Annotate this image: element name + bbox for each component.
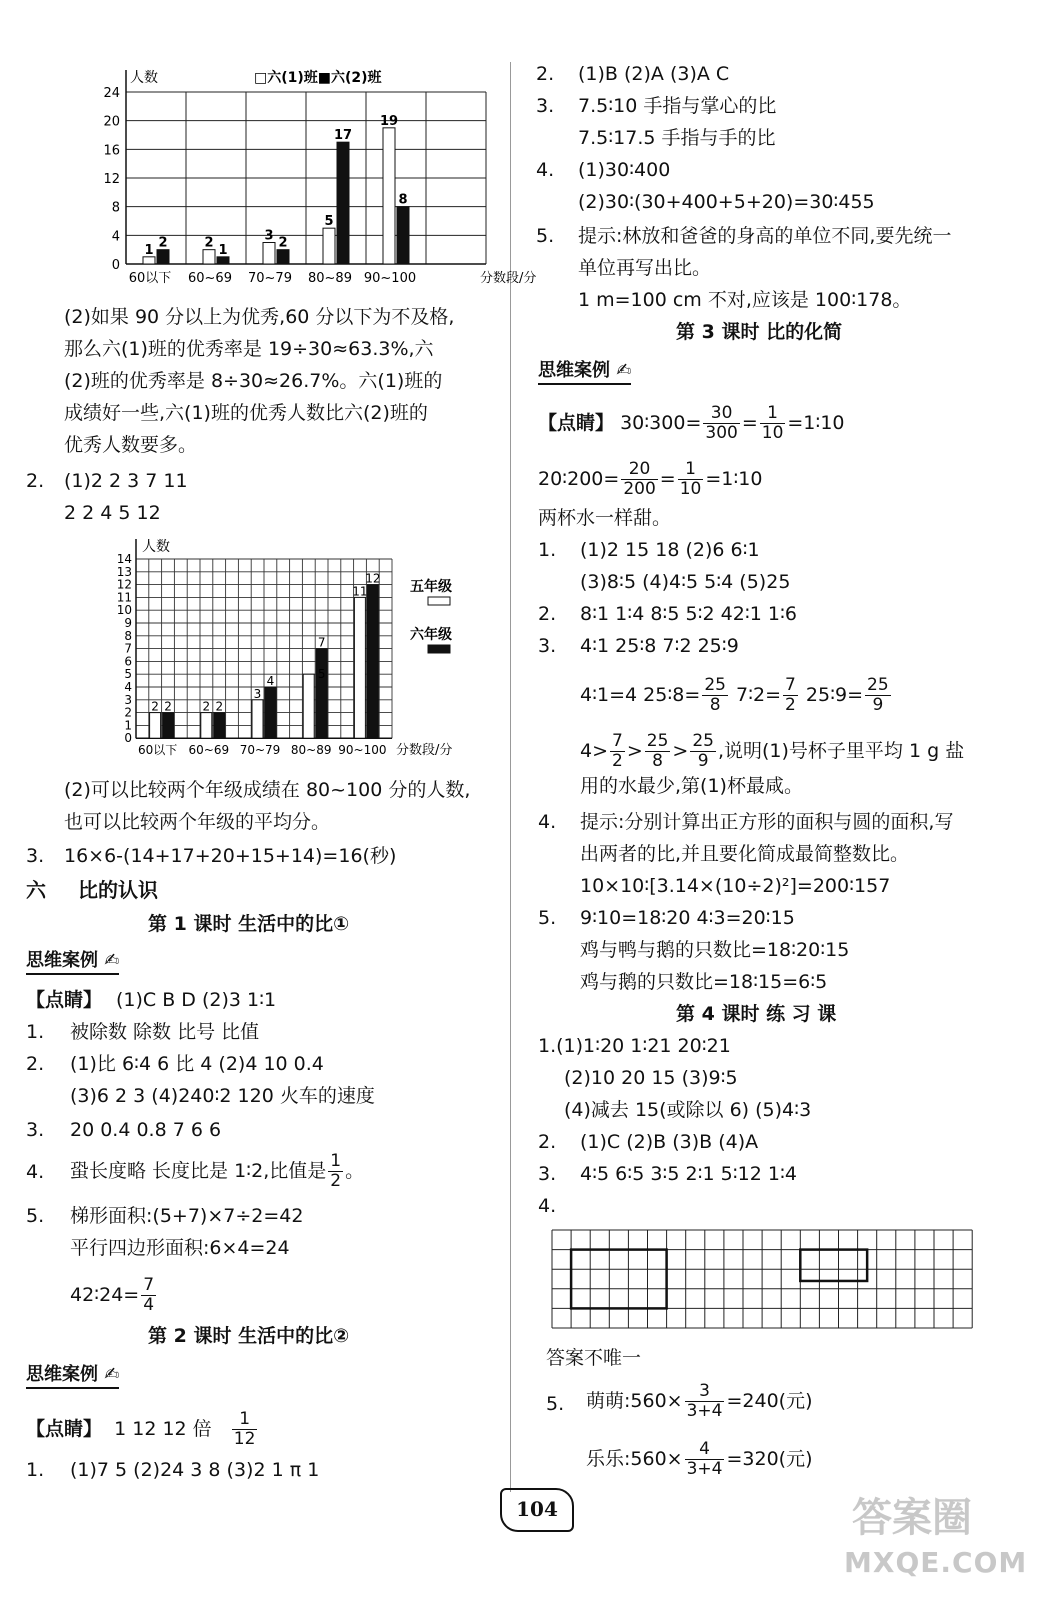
book-icon: ✍	[616, 360, 632, 381]
legend-label-grade5: 五年级	[410, 579, 452, 595]
x-axis-label: 分数段/分	[396, 743, 453, 759]
question-number: 2.	[538, 1131, 557, 1153]
bar-class1	[263, 243, 275, 265]
data-label: 5	[317, 667, 326, 682]
highlight-label: 【点睛】	[26, 989, 103, 1011]
fraction: $\frac{1}{2}$	[330, 1151, 342, 1191]
answer-line: 提示:林放和爸爸的身高的单位不同,要先统一	[578, 225, 952, 247]
x-tick-label: 90~100	[363, 271, 417, 286]
y-tick-label: 4	[124, 680, 132, 694]
answer-line: (3)8∶5 (4)4∶5 5∶4 (5)25	[580, 571, 791, 593]
section-tag: 思维案例 ✍	[26, 1360, 119, 1389]
fraction: $\frac{7}{2}$	[612, 731, 623, 771]
data-label: 2	[204, 235, 214, 251]
lesson-title: 第 1 课时 生活中的比①	[148, 913, 350, 935]
bar-grade6	[265, 687, 276, 738]
bar-grade5	[201, 713, 212, 739]
x-tick-label: 70~79	[239, 743, 281, 758]
para-line: 那么六(1)班的优秀率是 19÷30≈63.3%,六	[64, 338, 434, 360]
fraction: $\frac{1}{10}$	[679, 459, 702, 499]
fraction: $\frac{25}{9}$	[692, 731, 714, 771]
data-label: 1	[144, 242, 154, 258]
answer-line: 10×10∶[3.14×(10÷2)²]=200∶157	[580, 875, 891, 897]
fraction: $\frac{7}{4}$	[143, 1275, 155, 1315]
answer-line: 42∶24= $\frac{7}{4}$	[70, 1275, 155, 1315]
bar-grade6	[367, 585, 378, 739]
answer-line: (4)减去 15(或除以 6) (5)4∶3	[564, 1099, 812, 1121]
x-tick-label: 80~89	[290, 743, 332, 758]
answer-line: 20∶200= $\frac{20}{200}$ = $\frac{1}{10}$ =1∶10	[538, 459, 763, 499]
legend-label-grade6: 六年级	[410, 627, 452, 643]
answer-line: 7.5∶10 手指与掌心的比	[578, 95, 777, 117]
bar-class2	[157, 250, 169, 264]
page-number: 104	[516, 1497, 558, 1521]
data-label: 5	[324, 214, 334, 230]
answer-line: (1)2 15 18 (2)6 6∶1	[580, 539, 760, 561]
data-label: 2	[215, 699, 224, 714]
question-number: 4.	[538, 1195, 557, 1217]
page-number-badge	[500, 1488, 574, 1532]
y-tick-label: 2	[124, 705, 132, 720]
question-number: 3.	[26, 845, 45, 867]
y-tick-label: 7	[124, 641, 132, 656]
x-axis-label: 分数段/分	[480, 271, 537, 286]
answer-line: 【点睛】 30∶300= $\frac{30}{300}$ = $\frac{1}{10}$ =1∶10	[538, 403, 845, 443]
question-number: 2.	[536, 63, 555, 85]
question-number: 3.	[536, 95, 555, 117]
answer-line: (1)7 5 (2)24 3 8 (3)2 1 π 1	[70, 1459, 320, 1481]
fraction: $\frac{1}{10}$	[761, 403, 784, 443]
data-label: 2	[158, 235, 168, 251]
answer-line: (1)B (2)A (3)A C	[578, 63, 730, 85]
para-line: (2)可以比较两个年级成绩在 80~100 分的人数,	[64, 779, 471, 801]
bar-class2	[397, 207, 409, 264]
fraction: $\frac{20}{200}$	[623, 459, 656, 499]
watermark: 答案圈	[852, 1495, 972, 1541]
question-number: 4.	[26, 1161, 45, 1183]
answer-line: 9∶10=18∶20 4∶3=20∶15	[580, 907, 795, 929]
bar-class1	[143, 257, 155, 264]
fraction: $\frac{3}{3+4}$	[686, 1381, 723, 1421]
answer-line: 梯形面积:(5+7)×7÷2=42	[70, 1205, 304, 1227]
y-tick-label: 10	[116, 603, 132, 618]
answer-line: 答案不唯一	[546, 1347, 642, 1369]
book-icon: ✍	[104, 1364, 120, 1385]
para-line: (2)班的优秀率是 8÷30≈26.7%。六(1)班的	[64, 370, 443, 392]
answer-line: 7.5∶17.5 手指与手的比	[578, 127, 776, 149]
bar-grade5	[303, 674, 314, 738]
para-line: 成绩好一些,六(1)班的优秀人数比六(2)班的	[64, 402, 428, 424]
x-tick-label: 70~79	[248, 271, 292, 286]
bar-chart-class-scores	[98, 66, 537, 294]
data-label: 2	[164, 699, 172, 714]
y-tick-label: 3	[124, 692, 132, 707]
y-tick-label: 14	[116, 552, 132, 566]
fraction: $\frac{25}{9}$	[867, 675, 889, 715]
para-line: 也可以比较两个年级的平均分。	[64, 811, 331, 833]
y-tick-label: 1	[124, 718, 132, 733]
data-label: 19	[379, 113, 399, 129]
data-label: 2	[151, 699, 159, 714]
data-label: 2	[202, 699, 211, 714]
x-tick-label: 60~69	[188, 271, 232, 286]
y-tick-label: 4	[111, 229, 120, 245]
question-number: 3.	[538, 1163, 557, 1185]
data-label: 17	[333, 128, 353, 144]
answer-line: 8∶1 1∶4 8∶5 5∶2 42∶1 1∶6	[580, 603, 798, 625]
lesson-title: 第 2 课时 生活中的比②	[148, 1325, 350, 1347]
answer-line: (3)6 2 3 (4)240∶2 120 火车的速度	[70, 1085, 375, 1107]
answer-line: (1)30∶400	[578, 159, 671, 181]
bar-chart-grade-scores	[106, 535, 486, 765]
book-icon: ✍	[104, 950, 120, 971]
x-tick-label: 80~89	[308, 271, 352, 286]
bar-grade5	[252, 700, 263, 738]
x-tick-label: 60~69	[188, 743, 230, 758]
answer-line: (2)30∶(30+400+5+20)=30∶455	[578, 191, 875, 213]
answer-line: 乐乐:560× $\frac{4}{3+4}$ =320(元)	[586, 1439, 813, 1479]
x-tick-label: 60以下	[137, 743, 178, 758]
bar-grade5	[354, 597, 365, 738]
y-tick-label: 0	[124, 731, 132, 746]
question-number: 5.	[538, 907, 557, 929]
y-tick-label: 12	[116, 577, 132, 592]
legend-swatch-grade5	[428, 597, 450, 605]
data-label: 7	[317, 635, 326, 650]
answer-line: 鸡与鹅的只数比=18∶15=6∶5	[580, 971, 828, 993]
y-tick-label: 5	[124, 667, 132, 682]
answer-line: 4> $\frac{7}{2}$ > $\frac{25}{8}$ > $\frac{25}{9}$ ,说明(1)号杯子里平均 1 g 盐	[580, 731, 965, 771]
y-tick-label: 12	[103, 172, 120, 187]
y-tick-label: 6	[124, 654, 132, 669]
bar-grade6	[163, 713, 174, 739]
answer-line: 1 m=100 cm 不对,应该是 100∶178。	[578, 289, 912, 311]
data-label: 3	[253, 686, 262, 701]
y-tick-label: 8	[124, 628, 132, 643]
y-axis-label: 人数	[130, 70, 158, 86]
answer-line: (1)2 2 3 7 11	[64, 470, 188, 492]
rectangle-large	[571, 1250, 667, 1309]
bar-class2	[277, 250, 289, 264]
fraction: $\frac{25}{8}$	[646, 731, 669, 771]
answer-line: (1)比 6∶4 6 比 4 (2)4 10 0.4	[70, 1053, 324, 1075]
bar-class1	[203, 250, 215, 264]
y-tick-label: 0	[111, 258, 120, 273]
y-tick-label: 16	[103, 143, 120, 159]
section-title: 比的认识	[78, 878, 158, 902]
answer-line: 4∶1 25∶8 7∶2 25∶9	[580, 635, 739, 657]
answer-line: 用的水最少,第(1)杯最咸。	[580, 775, 803, 797]
bar-grade6	[316, 649, 327, 739]
fraction: $\frac{7}{2}$	[785, 675, 796, 715]
data-label: 11	[352, 584, 368, 599]
data-label: 4	[266, 674, 275, 688]
y-tick-label: 20	[103, 114, 120, 130]
question-number: 3.	[26, 1119, 45, 1141]
data-label: 3	[264, 228, 274, 244]
x-tick-label: 90~100	[338, 743, 387, 758]
lesson-title: 第 4 课时 练 习 课	[676, 1003, 837, 1025]
question-number: 2.	[26, 470, 45, 492]
question-number: 1.	[26, 1459, 45, 1481]
question-number: 4.	[536, 159, 555, 181]
answer-line: (2)10 20 15 (3)9∶5	[564, 1067, 738, 1089]
answer-line: 平行四边形面积:6×4=24	[70, 1237, 290, 1259]
question-number: 1.	[26, 1021, 45, 1043]
section-tag: 思维案例 ✍	[538, 356, 631, 385]
bar-grade6	[214, 713, 225, 739]
answer-line: 蛩长度略 长度比是 1∶2,比值是 $\frac{1}{2}$ 。	[70, 1151, 365, 1191]
y-tick-label: 11	[116, 590, 132, 605]
answer-line: 【点睛】 1 12 12 倍 $\frac{1}{12}$	[26, 1409, 256, 1449]
answer-line: 萌萌:560× $\frac{3}{3+4}$ =240(元)	[586, 1381, 813, 1421]
answer-line: 4∶5 6∶5 3∶5 2∶1 5∶12 1∶4	[580, 1163, 798, 1185]
question-number: 1.	[538, 539, 557, 561]
answer-line: 两杯水一样甜。	[538, 507, 672, 529]
answer-line: 被除数 除数 比号 比值	[70, 1021, 260, 1043]
answer-line: 提示:分别计算出正方形的面积与圆的面积,写	[580, 811, 954, 833]
y-tick-label: 8	[111, 200, 120, 216]
data-label: 8	[398, 192, 408, 208]
section-number: 六	[26, 878, 46, 902]
y-axis-label: 人数	[142, 539, 170, 555]
data-label: 2	[278, 235, 288, 251]
data-label: 1	[218, 242, 228, 258]
para-line: 优秀人数要多。	[64, 434, 198, 456]
question-number: 5.	[536, 225, 555, 247]
data-label: 12	[365, 571, 381, 586]
lesson-title: 第 3 课时 比的化简	[676, 321, 843, 343]
question-number: 2.	[26, 1053, 45, 1075]
fraction: $\frac{4}{3+4}$	[686, 1439, 723, 1479]
para-line: (2)如果 90 分以上为优秀,60 分以下为不及格,	[64, 306, 455, 328]
answer-line: 2 2 4 5 12	[64, 502, 161, 524]
bar-class1	[383, 128, 395, 264]
answer-line: 出两者的比,并且要化简成最简整数比。	[580, 843, 910, 865]
answer-line: 20 0.4 0.8 7 6 6	[70, 1119, 222, 1141]
grid-figure	[550, 1228, 974, 1332]
y-tick-label: 24	[103, 86, 120, 101]
legend: □六(1)班■六(2)班	[254, 70, 382, 86]
fraction: $\frac{1}{12}$	[233, 1409, 256, 1449]
bar-class2	[217, 257, 229, 264]
answer-line: 单位再写出比。	[578, 257, 712, 279]
answer-line: 鸡与鸭与鹅的只数比=18∶20∶15	[580, 939, 850, 961]
bar-class2	[337, 142, 349, 264]
legend-swatch-grade6	[428, 645, 450, 653]
fraction: $\frac{30}{300}$	[705, 403, 738, 443]
y-tick-label: 13	[116, 564, 132, 579]
question-number: 3.	[538, 635, 557, 657]
answer-line: 16×6-(14+17+20+15+14)=16(秒)	[64, 845, 397, 867]
question-number: 4.	[538, 811, 557, 833]
section-tag: 思维案例 ✍	[26, 946, 119, 975]
question-number: 5.	[546, 1393, 565, 1415]
answer-line: 4∶1=4 25∶8= $\frac{25}{8}$ 7∶2= $\frac{7}{2}$ 25∶9= $\frac{25}{9}$	[580, 675, 889, 715]
bar-grade5	[150, 713, 161, 739]
bar-class1	[323, 228, 335, 264]
y-tick-label: 9	[124, 616, 132, 630]
x-tick-label: 60以下	[128, 271, 172, 286]
answer-line: (1)C B D (2)3 1∶1	[116, 989, 277, 1011]
fraction: $\frac{25}{8}$	[704, 675, 726, 715]
question-number: 2.	[538, 603, 557, 625]
watermark-url: MXQE.COM	[844, 1546, 1028, 1579]
answer-line: 1.(1)1∶20 1∶21 20∶21	[538, 1035, 731, 1057]
question-number: 5.	[26, 1205, 45, 1227]
answer-line: (1)C (2)B (3)B (4)A	[580, 1131, 759, 1153]
